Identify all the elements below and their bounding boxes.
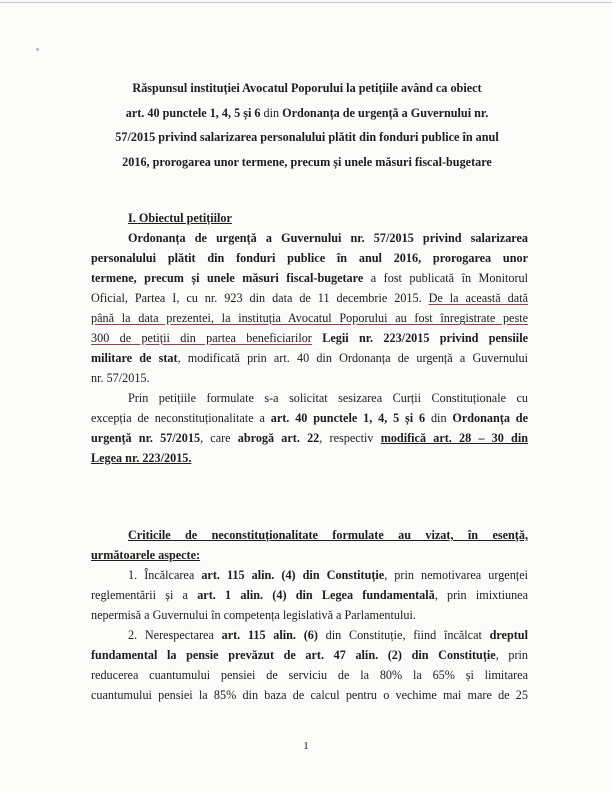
plain-text: , modificată prin art. 40 din Ordonanța de urgență a Guvernului — [177, 351, 528, 365]
paragraph-line — [91, 408, 528, 428]
plain-text: 2. Nerespectarea — [128, 628, 222, 642]
section-heading: I. Obiectul petițiilor — [128, 211, 232, 225]
paragraph-line: cuantumului pensiei la 85% din baza de calcul pentru o vechime mai mare de 25 — [91, 688, 528, 702]
plain-text: , prin — [495, 648, 528, 662]
paragraph-line — [91, 268, 528, 288]
paragraph-line — [91, 328, 528, 348]
criticisms-heading: următoarele aspecte: — [91, 548, 201, 562]
title-line-4: 2016, prorogarea unor termene, precum și unele măsuri fiscal-bugetare — [122, 154, 492, 169]
bold-text: urgență nr. 57/2015 — [91, 431, 201, 445]
section-petition-object — [91, 208, 528, 468]
plain-text: , prin nemotivarea urgenței — [384, 568, 528, 582]
paragraph-line: Ordonanța de urgență a Guvernului nr. 57/2015 privind salarizarea — [128, 231, 528, 245]
paragraph-line: nepermisă a Guvernului în competența legislativă a Parlamentului. — [91, 608, 416, 622]
bold-text: art. 40 punctele 1, 4, 5 și 6 — [270, 411, 426, 425]
bold-text: art. 115 alin. (4) din Constituție — [201, 568, 385, 582]
title-line-1: Răspunsul instituției Avocatul Poporului la petițiile având ca obiect — [132, 81, 482, 95]
underlined-text: 300 de petiții din partea beneficiarilor — [91, 331, 312, 345]
plain-text: a fost publicată în Monitorul — [363, 271, 528, 285]
plain-text: din Constituție, fiind încălcat — [317, 628, 490, 642]
scan-speck — [36, 48, 39, 51]
paragraph-ordinance — [91, 228, 528, 388]
bold-text: Legii nr. 223/2015 privind pensiile — [311, 331, 528, 345]
paragraph-line — [91, 585, 528, 605]
bold-text: fundamental la pensie prevăzut de art. 47 alin. (2) din Constituție — [91, 648, 496, 662]
paragraph-line — [91, 625, 528, 645]
paragraph-line: personalului plătit din fonduri publice în anul 2016, prorogarea unor — [91, 251, 528, 265]
paragraph-line: Prin petițiile formulate s-a solicitat sesizarea Curții Constituționale cu — [128, 391, 528, 405]
bold-text: termene, precum și unele măsuri fiscal-bugetare — [91, 271, 364, 285]
paragraph-line — [91, 565, 528, 585]
plain-text: excepția de neconstituționalitate a — [91, 411, 271, 425]
paragraph-line — [91, 288, 528, 308]
bold-text: art. 115 alin. (6) — [221, 628, 318, 642]
criticisms-heading: Criticile de neconstituționalitate formulate au vizat, în esență, — [128, 528, 528, 542]
underlined-text: De la această dată — [428, 291, 528, 305]
plain-text: , care — [200, 431, 238, 445]
paragraph-line: până la data prezentei, la instituția Avocatul Poporului au fost înregistrate peste — [91, 311, 528, 325]
bold-underlined-text: modifică art. 28 – 30 din — [380, 431, 528, 445]
criticism-item-2 — [91, 625, 528, 705]
paragraph-line — [91, 428, 528, 448]
bold-text: Ordonanța de — [452, 411, 528, 425]
plain-text: 1. Încălcarea — [128, 568, 202, 582]
plain-text: Oficial, Partea I, cu nr. 923 din data de 11 decembrie 2015. — [91, 291, 429, 305]
bold-text: dreptul — [489, 628, 528, 642]
paragraph-line: nr. 57/2015. — [91, 371, 150, 385]
section-criticisms — [91, 525, 528, 705]
bold-text: art. 1 alin. (4) din Legea fundamentală — [197, 588, 435, 602]
title-article-ref: art. 40 punctele 1, 4, 5 și 6 — [125, 105, 261, 120]
paragraph-line — [91, 645, 528, 665]
page-number: 1 — [303, 740, 309, 752]
title-connector: din — [260, 105, 283, 120]
title-line-3: 57/2015 privind salarizarea personalului plătit din fonduri publice în anul — [115, 130, 499, 144]
plain-text: , respectiv — [319, 431, 381, 445]
paragraph-line: Legea nr. 223/2015. — [91, 451, 192, 465]
bold-text: militare de stat — [91, 351, 178, 365]
bold-text: abrogă art. 22 — [237, 431, 320, 445]
paragraph-line: reducerea cuantumului pensiei de serviciu de la 80% la 65% și limitarea — [91, 668, 528, 682]
paragraph-line — [91, 348, 528, 368]
title-line-2 — [88, 101, 526, 126]
plain-text: din — [425, 411, 453, 425]
title-ordinance: Ordonanța de urgență a Guvernului nr. — [282, 105, 489, 120]
document-title — [88, 76, 526, 174]
paragraph-petitions — [91, 388, 528, 468]
criticism-item-1 — [91, 565, 528, 625]
plain-text: reglementării și a — [91, 588, 198, 602]
scan-top-edge — [0, 2, 612, 3]
plain-text: , prin imixtiunea — [434, 588, 528, 602]
